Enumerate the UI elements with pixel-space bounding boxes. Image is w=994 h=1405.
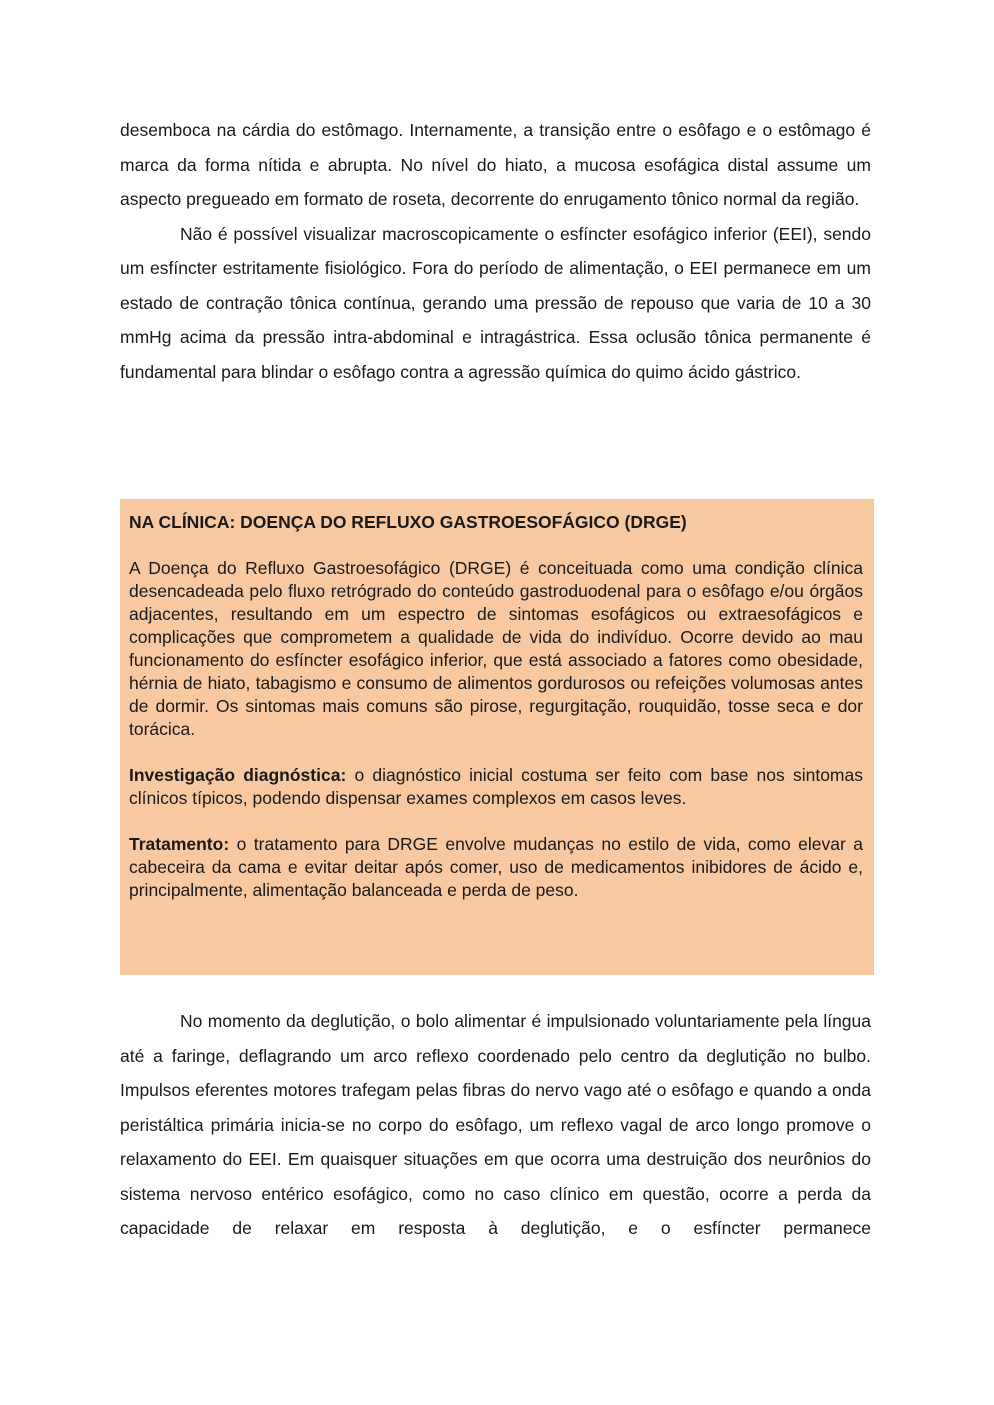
clinic-box-intro: A Doença do Refluxo Gastroesofágico (DRGE) é conceituada como uma condição clínica desencadeada pelo fluxo retrógrado do conteúdo gastroduodenal para o esôfago e/ou órgãos adjacentes, resultando em um espectro de sintomas esofágicos ou extraesofágicos e complicações que comprometem a qualidade de vida do indivíduo. Ocorre devido ao mau funcionamento do esfíncter esofágico inferior, que está associado a fatores como obesidade, hérnia de hiato, tabagismo e consumo de alimentos gordurosos ou refeições volumosas antes de dormir. Os sintomas mais comuns são pirose, regurgitação, rouquidão, tosse seca e dor torácica.: [129, 558, 863, 739]
clinic-box-treatment: [129, 833, 863, 902]
treatment-text: o tratamento para DRGE envolve mudanças no estilo de vida, como elevar a cabeceira da cama e evitar deitar após comer, uso de medicamentos inibidores de ácido e, principalmente, alimentação balanceada e perda de peso.: [129, 834, 863, 900]
clinic-box-diagnosis: [129, 764, 863, 810]
top-text-block: [120, 113, 871, 389]
clinic-box-title: NA CLÍNICA: DOENÇA DO REFLUXO GASTROESOFÁGICO (DRGE): [129, 512, 687, 532]
paragraph-deglutition: No momento da deglutição, o bolo alimentar é impulsionado voluntariamente pela língua até a faringe, deflagrando um arco reflexo coordenado pelo centro da deglutição no bulbo. Impulsos eferentes motores trafegam pelas fibras do nervo vago até o esôfago e quando a onda peristáltica primária inicia-se no corpo do esôfago, um reflexo vagal de arco longo promove o relaxamento do EEI. Em quaisquer situações em que ocorra uma destruição dos neurônios do sistema nervoso entérico esofágico, como no caso clínico em questão, ocorre a perda da capacidade de relaxar em resposta à deglutição, e o esfíncter permanece: [120, 1011, 871, 1238]
treatment-label: Tratamento:: [129, 834, 230, 854]
paragraph-continuation: desemboca na cárdia do estômago. Internamente, a transição entre o esôfago e o estômago é marca da forma nítida e abrupta. No nível do hiato, a mucosa esofágica distal assume um aspecto pregueado em formato de roseta, decorrente do enrugamento tônico normal da região.: [120, 120, 871, 209]
bottom-text-block: [120, 1004, 871, 1246]
paragraph-eei: Não é possível visualizar macroscopicamente o esfíncter esofágico inferior (EEI), sendo um esfíncter estritamente fisiológico. Fora do período de alimentação, o EEI permanece em um estado de contração tônica contínua, gerando uma pressão de repouso que varia de 10 a 30 mmHg acima da pressão intra-abdominal e intragástrica. Essa oclusão tônica permanente é fundamental para blindar o esôfago contra a agressão química do quimo ácido gástrico.: [120, 223, 871, 382]
clinic-callout-box: [120, 499, 874, 975]
diagnosis-label: Investigação diagnóstica:: [129, 765, 347, 785]
diagnosis-text: o diagnóstico inicial costuma ser feito com base nos sintomas clínicos típicos, podendo dispensar exames complexos em casos leves.: [129, 765, 863, 808]
